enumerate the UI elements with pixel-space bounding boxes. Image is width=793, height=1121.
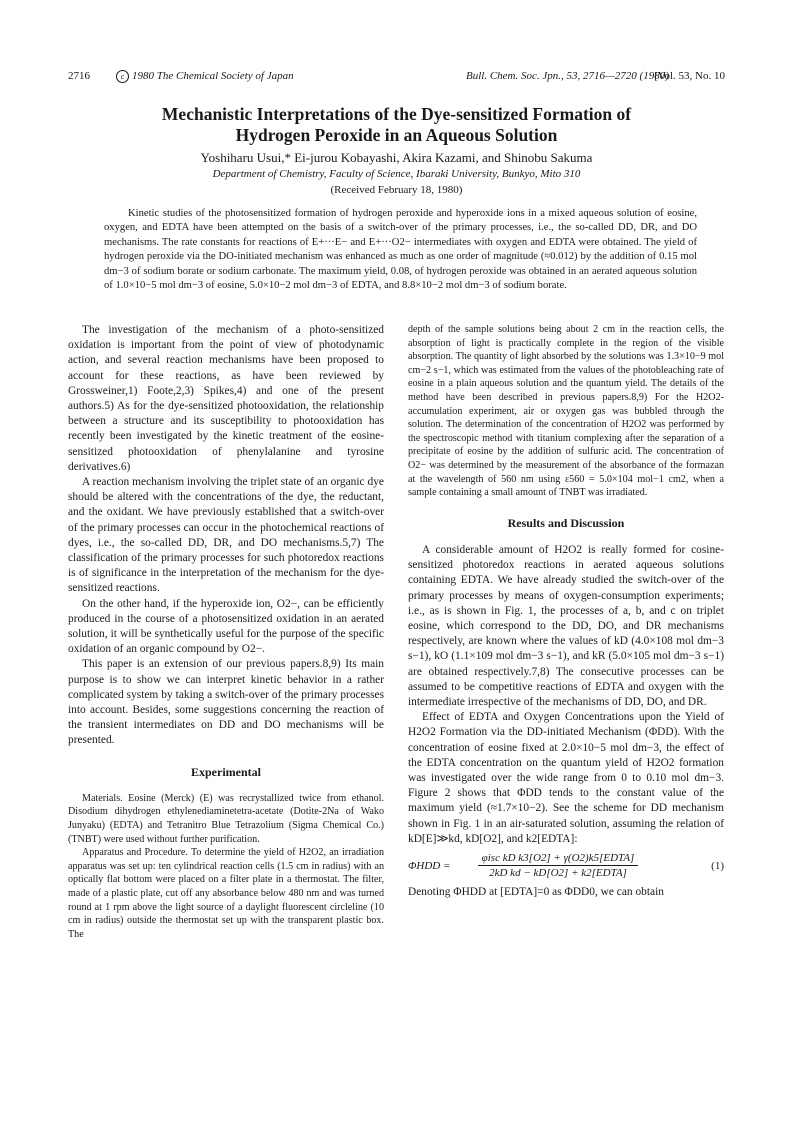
authors: Yoshiharu Usui,* Ei-jurou Kobayashi, Akira Kazami, and Shinobu Sakuma xyxy=(200,150,593,165)
copyright-icon: c xyxy=(116,70,129,83)
intro-paragraph-4: This paper is an extension of our previous papers.8,9) Its main purpose is to show we can interpret kinetic behavior in a rather complicated system by taking a switch-over of the primary processes into account. Besides, some suggestions concerning the reaction of the transient intermediates on DD and DO mechanisms will be presented. xyxy=(68,658,384,747)
page-number: 2716 xyxy=(68,70,90,82)
copyright-text: 1980 The Chemical Society of Japan xyxy=(132,70,294,83)
abstract: Kinetic studies of the photosensitized formation of hydrogen peroxide and hyperoxide ions in a mixed aqueous solution of eosine, oxygen, and EDTA have been attempted on the basis of a switch-over of the primary processes, i.e., the so-called DD, DR, and DO mechanisms. The rate constants for reactions of E+···E− and E+···O2− intermediates with oxygen and EDTA were obtained. The yield of hydrogen peroxide via the DO-initiated mechanism was enhanced as much as one order of magnitude (≈0.012) by the addition of 0.15 mol dm−3 of sodium borate or sodium carbonate. The maximum yield, 0.08, of hydrogen peroxide was obtained in an aerated aqueous solution of 1.0×10−5 mol dm−3 of eosine, 5.0×10−2 mol dm−3 of EDTA, and 8.8×10−2 mol dm−3 of sodium borate. xyxy=(104,208,697,292)
results-paragraph-1: A considerable amount of H2O2 is really formed for cosine-sensitized photoredox reactions in aerated aqueous solutions containing EDTA. We have already studied the switch-over of the primary processes by means of oxygen-consumption experiments; i.e., as is shown in Fig. 1, the processes of a, b, and c on triplet eosine, which correspond to the DD, DO, and DR mechanisms respectively, are known where the values of kD (4.0×108 mol dm−3 s−1), kO (1.1×109 mol dm−3 s−1), and kR (5.0×105 mol dm−3 s−1) are obtained respectively.7,8) The consecutive processes can be assumed to be competitive reactions of EDTA and oxygen with the intermediate irrespective of the mechanisms of DD, DO, and DR. xyxy=(408,543,724,708)
equation-1 xyxy=(408,851,724,881)
equation-denominator: 2kD kd − kD[O2] + k2[EDTA] xyxy=(489,866,627,879)
intro-paragraph-1: The investigation of the mechanism of a photo-sensitized oxidation is important from the point of view of photodynamic action, and several reaction mechanisms have been proposed to account for these reactions, as have been reviewed by Grossweiner,1) Foote,2,3) Spikes,4) and one of the present authors.5) As for the dye-sensitized photooxidation, the relationship between a structure and its susceptibility to photooxidation has recently been investigated by the kinetic treatment of the eosine-sensitized photooxidation of phenylalanine and tyrosine derivatives.6) xyxy=(68,324,384,473)
results-heading: Results and Discussion xyxy=(507,515,625,530)
title-line-1: Mechanistic Interpretations of the Dye-sensitized Formation of xyxy=(161,104,632,124)
method-paragraph: depth of the sample solutions being about 2 cm in the reaction cells, the absorption of light is practically complete in the region of the visible absorption. The quantity of light absorbed by the solutions was 1.3×10−9 mol cm−2 s−1, which was estimated from the values of the photobleaching rate of eosine in a plain aqueous solution and the quantum yield. The details of the method have been described in previous papers.8,9) For the H2O2-accumulation experiment, air or oxygen gas was bubbled through the solution. The determination of the concentration of H2O2 was performed by the spectroscopic method with titanium complexing after the separation of a precipitate of eosine by the addition of sulfuric acid. The concentration of O2− was determined by the measurement of the absorbance of the formazan at the wavelength of 560 nm using ε560 = 5.0×104 mol−1 cm2, when a sample containing a small amount of TNBT was irradiated. xyxy=(408,324,724,499)
right-column xyxy=(408,323,724,900)
affiliation: Department of Chemistry, Faculty of Science, Ibaraki University, Bunkyo, Mito 310 xyxy=(212,168,581,180)
equation-fraction xyxy=(438,851,678,880)
results-paragraph-2: Effect of EDTA and Oxygen Concentrations upon the Yield of H2O2 Formation via the DD-initiated Mechanism (ΦDD). With the concentration of eosine fixed at 2.0×10−5 mol dm−3, the effect of the EDTA concentration on the quantum yield of H2O2 formation was investigated over the wide range from 0 to 0.10 mol dm−3. Figure 2 shows that ΦDD tends to the constant value of the maximum yield (≈1.7×10−2). See the scheme for DD mechanism shown in Fig. 1 in an air-saturated solution, assuming the relation of kD[E]≫kd, kD[O2], and k2[EDTA]: xyxy=(408,711,724,845)
title-line-2: Hydrogen Peroxide in an Aqueous Solution xyxy=(235,125,558,145)
received-date: (Received February 18, 1980) xyxy=(330,184,463,196)
journal-citation: Bull. Chem. Soc. Jpn., 53, 2716—2720 (1980) xyxy=(466,70,669,82)
volume-number: [Vol. 53, No. 10 xyxy=(654,70,725,82)
apparatus-paragraph: Apparatus and Procedure. To determine the yield of H2O2, an irradiation apparatus was set up: ten cylindrical reaction cells (1.5 cm in radius) with an optically flat bottom were placed on a filter plate in a thermostat. The filter, made of a plastic plate, cut off any absorbance below 480 nm and was turned round at 1 rpm above the light source of a daylight fluorescent circleline (10 cm in radius) outside the thermostat set up with the transparent plastic box. The xyxy=(68,847,384,940)
copyright-notice xyxy=(116,70,294,83)
left-column xyxy=(68,323,384,941)
materials-paragraph: Materials. Eosine (Merck) (E) was recrystallized twice from ethanol. Disodium dihydrogen ethylenediaminetetra-acetate (Dotite-2Na of Wako Junyaku) (EDTA) and Tetranitro Blue Tetrazolium (Sigma Chemical Co.) (TNBT) were used without further purification. xyxy=(68,792,384,845)
paper-title xyxy=(68,104,725,146)
intro-paragraph-3: On the other hand, if the hyperoxide ion, O2−, can be efficiently produced in the course of a photosensitized oxidation in an aerated solution, it will be synthetically useful for the purpose of the specific oxidation of an organic compound by O2−. xyxy=(68,597,384,656)
equation-numerator: φisc kD k3[O2] + γ(O2)k5[EDTA] xyxy=(478,851,639,866)
experimental-heading: Experimental xyxy=(191,764,261,779)
running-head xyxy=(68,70,725,86)
intro-paragraph-2: A reaction mechanism involving the triplet state of an organic dye should be altered with the concentrations of the dye, the reductant, and the oxidant. We have previously established that a switch-over of the primary processes can occur in the photochemical reactions of dyes, i.e., the so-called DD, DR, and DO mechanisms.5,7) The classification of the primary processes for such photoredox reactions is of significance in the interpretation of the mechanism for the dye-sensitized reactions. xyxy=(68,476,384,595)
equation-number: (1) xyxy=(711,859,724,872)
results-paragraph-3: Denoting ΦHDD at [EDTA]=0 as ΦDD0, we can obtain xyxy=(408,885,664,898)
equation-lhs: ΦHDD = xyxy=(408,859,451,872)
